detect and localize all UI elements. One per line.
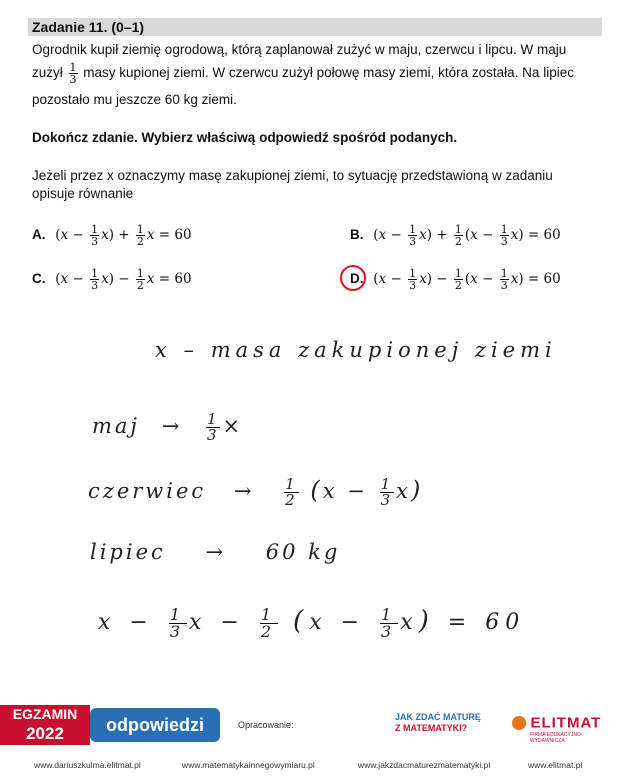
instruction: Dokończ zdanie. Wybierz właściwą odpowiedź spośród podanych. [32, 130, 458, 145]
option-c[interactable] [32, 268, 192, 291]
option-c-label: C. [32, 271, 46, 286]
handwritten-lipiec: lipiec → 60 kg [90, 540, 341, 564]
link-matematykainnegowymiaru[interactable]: www.matematykainnegowymiaru.pl [182, 760, 315, 770]
option-a-label: A. [32, 227, 46, 242]
link-elitmat[interactable]: www.elitmat.pl [528, 760, 583, 770]
option-a-equation: (x − $\frac{1}{3}$ x) + $\frac{1}{2}$ x = 60 [55, 223, 192, 248]
handwritten-definition: x – masa zakupionej ziemi [155, 338, 557, 362]
elitmat-logo-icon [512, 716, 526, 730]
answers-badge: odpowiedzi [90, 708, 220, 742]
exam-year: 2022 [0, 723, 90, 745]
question-line2: opisuje równanie [32, 186, 134, 201]
question-line1: Jeżeli przez x oznaczymy masę zakupionej ziemi, to sytuację przedstawioną w zadaniu [32, 168, 553, 183]
task-text-line1: Ogrodnik kupił ziemię ogrodową, którą zaplanował zużyć w maju, czerwcu i lipcu. W maju [32, 42, 567, 57]
option-b-equation: (x − $\frac{1}{3}$ x) + $\frac{1}{2}$ (x − $\frac{1}{3}$ x) = 60 [373, 223, 561, 248]
fraction-one-third: $\frac{1}{3}$ [69, 61, 77, 86]
handwritten-final-equation: x − $\frac{1}{3}$ x − $\frac{1}{2}$ (x − $\frac{1}{3}$ x) = 60 [98, 604, 526, 641]
option-d-label: D. [350, 271, 364, 286]
line2-pre: zużył [32, 65, 63, 81]
handwritten-czerwiec: czerwiec → $\frac{1}{2}$ (x − $\frac{1}{3}$ x) [88, 475, 424, 509]
link-jakzdac[interactable]: www.jakzdacmaturezmatematyki.pl [358, 760, 491, 770]
link-dariuszkulma[interactable]: www.dariuszkulma.elitmat.pl [34, 760, 141, 770]
jakzdac-logo: JAK ZDAĆ MATURĘ Z MATEMATYKI? [395, 712, 481, 733]
option-c-equation: (x − $\frac{1}{3}$ x) − $\frac{1}{2}$ x = 60 [55, 267, 192, 292]
prepared-by-label: Opracowanie: [238, 720, 294, 730]
option-b-label: B. [350, 227, 364, 242]
exam-badge: EGZAMIN [0, 705, 90, 723]
line2-post: masy kupionej ziemi. W czerwcu zużył połowę masy ziemi, która została. Na lipiec [83, 65, 574, 81]
option-d-equation: (x − $\frac{1}{3}$ x) − $\frac{1}{2}$ (x − $\frac{1}{3}$ x) = 60 [373, 267, 561, 292]
option-b[interactable] [350, 224, 561, 247]
task-text-line2 [32, 62, 574, 85]
option-a[interactable] [32, 224, 192, 247]
option-d[interactable] [350, 268, 561, 291]
elitmat-logo: ELITMAT FIRMA EDUKACYJNO-WYDAWNICZA [512, 714, 612, 744]
task-text-line3: pozostało mu jeszcze 60 kg ziemi. [32, 92, 237, 107]
handwritten-maj: maj → $\frac{1}{3}$ × [92, 410, 244, 444]
task-header: Zadanie 11. (0–1) [28, 18, 602, 36]
